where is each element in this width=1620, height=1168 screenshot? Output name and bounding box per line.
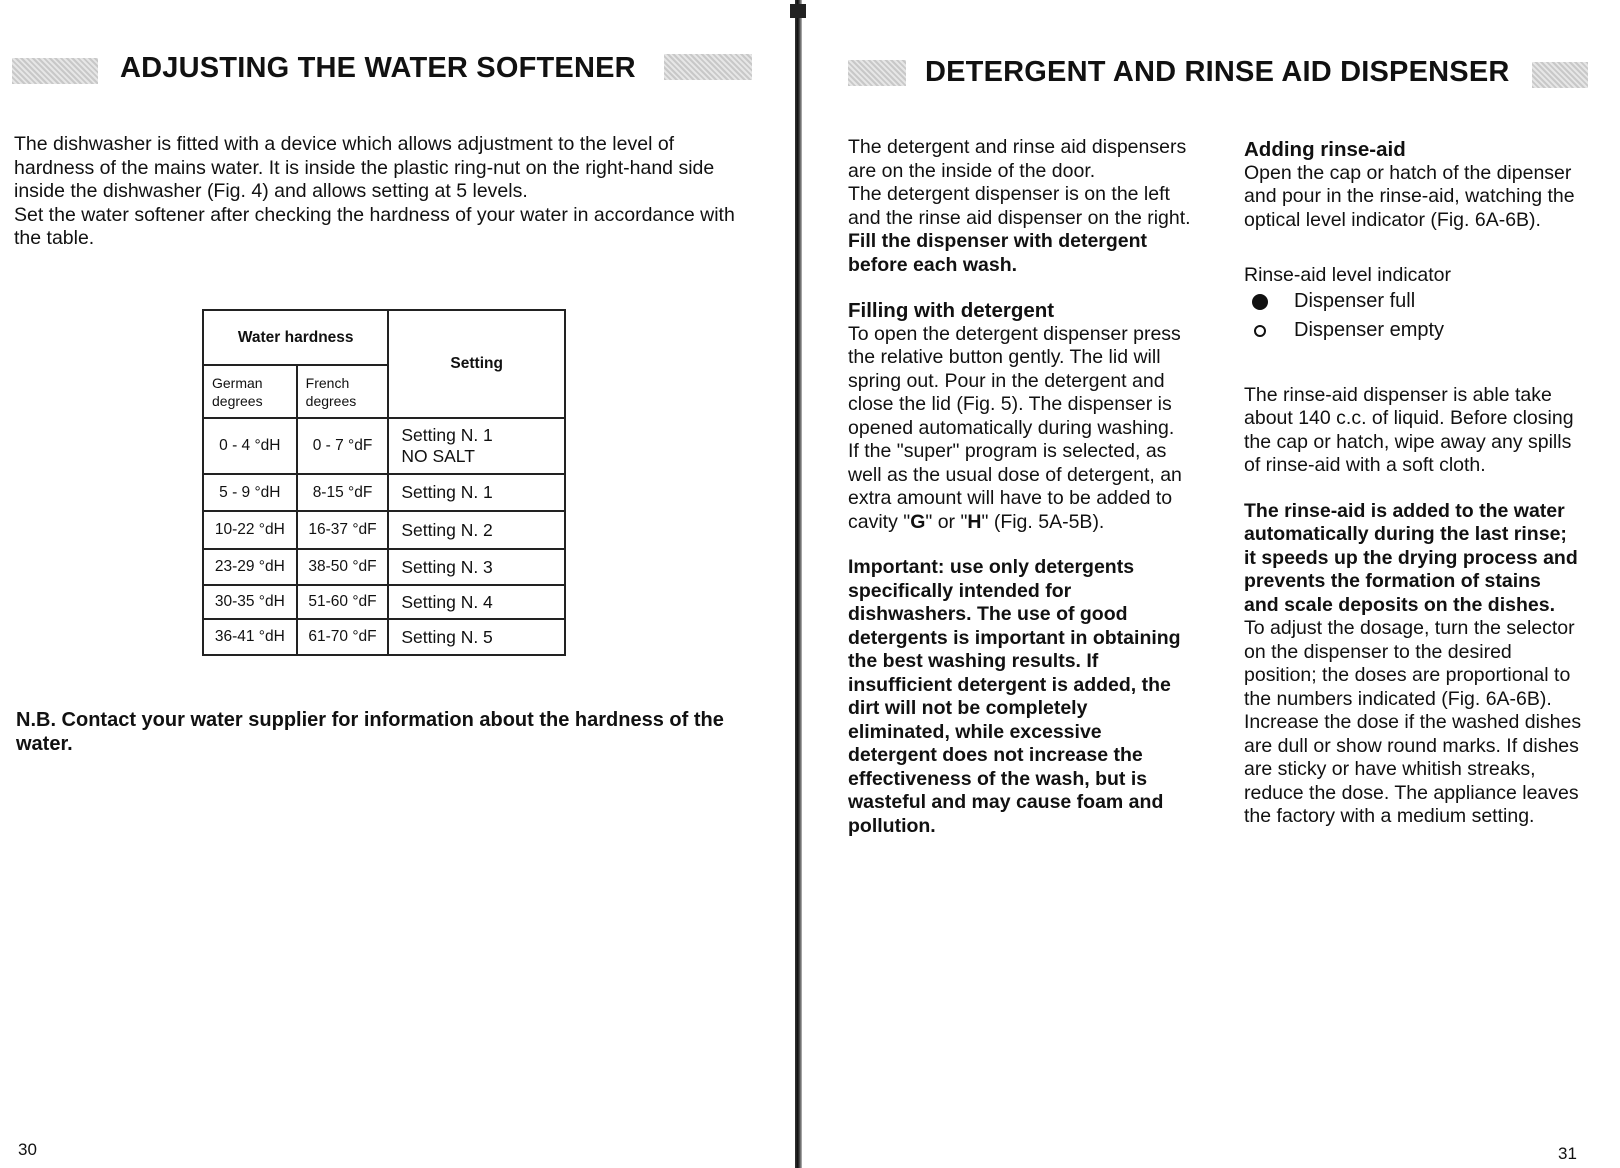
- setting-cell: Setting N. 1: [388, 474, 565, 511]
- right-page-title: DETERGENT AND RINSE AID DISPENSER: [925, 56, 1510, 88]
- left-page-title: ADJUSTING THE WATER SOFTENER: [120, 52, 636, 84]
- title-shade-right: [1532, 62, 1588, 88]
- french-cell: 8-15 °dF: [297, 474, 389, 511]
- rinse-aid-column: [1244, 138, 1604, 829]
- setting-cell: Setting N. 3: [388, 549, 565, 585]
- intro-paragraph: The dishwasher is fitted with a device which allows adjustment to the level of hardness of the mains water. It is inside the plastic ring-nut on the right-hand side inside the dishwasher (Fig. 4) and allows setting at 5 levels. Set the water softener after checking the hardness of your water in accordance with the table.: [14, 133, 735, 249]
- setting-cell: Setting N. 4: [388, 585, 565, 619]
- header-french-degrees: French degrees: [297, 365, 389, 418]
- table-row: [203, 619, 565, 655]
- page-number-left: 30: [18, 1140, 37, 1159]
- french-cell: 61-70 °dF: [297, 619, 389, 655]
- german-cell: 5 - 9 °dH: [203, 474, 297, 511]
- header-german-degrees: German degrees: [203, 365, 297, 418]
- cavity-line: cavity "G" or "H" (Fig. 5A-5B).: [848, 510, 1105, 533]
- water-hardness-table: [202, 309, 566, 656]
- adding-lines: Open the cap or hatch of the dipenser and pour in the rinse-aid, watching the optical level indicator (Fig. 6A-6B).: [1244, 161, 1575, 231]
- rinse-aid-bold-note: The rinse-aid is added to the water automatically during the last rinse; it speeds up the drying process and prevents the formation of stains and scale deposits on the dishes.: [1244, 499, 1578, 616]
- indicator-label: Rinse-aid level indicator: [1244, 264, 1452, 286]
- indicator-full-row: Dispenser full: [1244, 288, 1604, 317]
- header-water-hardness: Water hardness: [203, 310, 388, 365]
- nb-note: N.B. Contact your water supplier for information about the hardness of the water.: [16, 709, 724, 755]
- french-cell: 0 - 7 °dF: [297, 418, 389, 474]
- setting-cell: Setting N. 5: [388, 619, 565, 655]
- french-cell: 38-50 °dF: [297, 549, 389, 585]
- german-cell: 36-41 °dH: [203, 619, 297, 655]
- german-cell: 23-29 °dH: [203, 549, 297, 585]
- table-row: [203, 418, 565, 474]
- table-row: [203, 549, 565, 585]
- german-cell: 30-35 °dH: [203, 585, 297, 619]
- setting-cell: Setting N. 1 NO SALT: [388, 418, 565, 474]
- left-page: [0, 0, 795, 1168]
- filled-circle-icon: [1252, 294, 1268, 310]
- important-note: Important: use only detergents specifically intended for dishwashers. The use of good detergents is important in obtaining the best washing results. If insufficient detergent is added, the dirt will not be completely eliminated, while excessive detergent does not increase the effectiveness of the wash, but is wasteful and may cause foam and pollution.: [848, 556, 1181, 837]
- filling-heading: Filling with detergent: [848, 299, 1055, 322]
- right-page: [800, 0, 1620, 1168]
- title-shade-left: [12, 58, 98, 84]
- capacity-lines: The rinse-aid dispenser is able take about 140 c.c. of liquid. Before closing the cap or hatch, wipe away any spills of rinse-aid with a soft cloth.: [1244, 383, 1574, 476]
- german-cell: 10-22 °dH: [203, 511, 297, 549]
- empty-circle-icon: [1254, 325, 1266, 337]
- french-cell: 51-60 °dF: [297, 585, 389, 619]
- french-cell: 16-37 °dF: [297, 511, 389, 549]
- header-setting: Setting: [388, 310, 565, 418]
- dosage-lines: To adjust the dosage, turn the selector on the dispenser to the desired position; the doses are proportional to the numbers indicated (Fig. 6A-6B). Increase the dose if the washed dishes are dull or show round marks. If dishes are sticky or have whitish streaks, reduce the dose. The appliance leaves the factory with a medium setting.: [1244, 617, 1582, 827]
- title-shade-right: [664, 54, 752, 80]
- setting-cell: Setting N. 2: [388, 511, 565, 549]
- table-row: [203, 585, 565, 619]
- table-row: [203, 474, 565, 511]
- filling-lines: To open the detergent dispenser press the relative button gently. The lid will spring out. Pour in the detergent and close the lid (Fig. 5). The dispenser is opened automatically during washing. If the "super" program is selected, as well as the usual dose of detergent, an extra amount will have to be added to cavity "G" or "H" (Fig. 5A-5B).: [848, 323, 1208, 535]
- page-number-right: 31: [1558, 1144, 1577, 1163]
- german-cell: 0 - 4 °dH: [203, 418, 297, 474]
- indicator-empty-row: Dispenser empty: [1244, 317, 1604, 346]
- title-shade-left: [848, 60, 906, 86]
- intro-lines: The detergent and rinse aid dispensers are on the inside of the door. The detergent dispenser is on the left and the rinse aid dispenser on the right. Fill the dispenser with detergent before each wash.: [848, 136, 1191, 276]
- table-row: [203, 511, 565, 549]
- detergent-column: [848, 136, 1208, 838]
- adding-heading: Adding rinse-aid: [1244, 138, 1406, 161]
